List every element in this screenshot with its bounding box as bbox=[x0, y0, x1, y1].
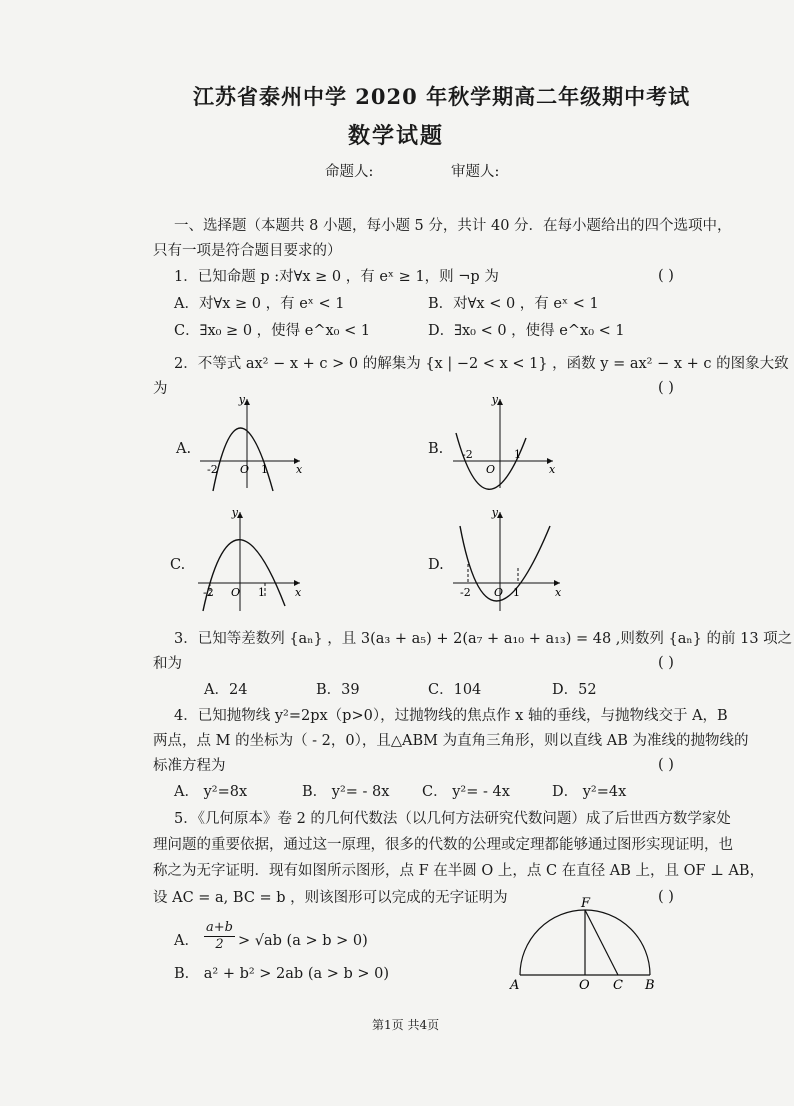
q5-stem-line4: 设 AC = a, BC = b ，则该图形可以完成的无字证明为 bbox=[153, 890, 508, 906]
q1-option-a: A．对∀x ≥ 0 ，有 eˣ < 1 bbox=[174, 296, 345, 312]
q3-stem-line2: 和为 bbox=[153, 656, 182, 672]
graph-c-one: 1 bbox=[258, 586, 265, 599]
q2-graph-d bbox=[450, 506, 570, 616]
q1-option-c: C．∃x₀ ≥ 0 ，使得 e^x₀ < 1 bbox=[174, 323, 371, 339]
q1-option-d: D．∃x₀ < 0 ，使得 e^x₀ < 1 bbox=[428, 323, 625, 339]
q5-option-a-label: A． bbox=[174, 933, 199, 949]
graph-d-x-label: x bbox=[555, 586, 562, 599]
q5-option-b: B． a² + b² > 2ab (a > b > 0) bbox=[174, 966, 390, 982]
graph-a-origin: O bbox=[240, 463, 250, 476]
graph-a-y-label: y bbox=[238, 393, 245, 406]
q2-stem-line2: 为 bbox=[153, 381, 168, 397]
q4-option-b: B． y²= - 8x bbox=[302, 784, 390, 800]
q1-answer-paren: ( ) bbox=[658, 268, 674, 284]
q5-stem-line2: 理问题的重要依据，通过这一原理，很多的代数的公理或定理都能够通过图形实现证明，也 bbox=[153, 837, 733, 853]
graph-d-one: 1 bbox=[513, 586, 520, 599]
graph-a-one: 1 bbox=[261, 463, 268, 476]
q3-option-c: C．104 bbox=[428, 682, 482, 698]
point-b-label: B bbox=[645, 978, 655, 993]
graph-c-origin: O bbox=[231, 586, 241, 599]
graph-c-x-label: x bbox=[295, 586, 302, 599]
q1-stem: 1．已知命题 p :对∀x ≥ 0 ，有 eˣ ≥ 1，则 ¬p 为 bbox=[174, 269, 499, 285]
q2-label-c: C. bbox=[170, 557, 186, 573]
q5-option-a-rest: > √ab (a > b > 0) bbox=[238, 933, 368, 949]
graph-a-x-label: x bbox=[296, 463, 303, 476]
q2-label-d: D. bbox=[428, 557, 444, 573]
q2-answer-paren: ( ) bbox=[658, 380, 674, 396]
graph-b-x-label: x bbox=[549, 463, 556, 476]
exam-title: 江苏省泰州中学 2020 年秋学期高二年级期中考试 bbox=[193, 84, 691, 109]
graph-c-neg2: -2 bbox=[203, 586, 214, 599]
q3-option-b: B．39 bbox=[316, 682, 360, 698]
q4-answer-paren: ( ) bbox=[658, 757, 674, 773]
q2-graph-c bbox=[195, 506, 310, 616]
q5-stem-line3: 称之为无字证明．现有如图所示图形，点 F 在半圆 O 上，点 C 在直径 AB 上，且 OF ⊥ AB， bbox=[153, 863, 765, 879]
q2-stem-line1: 2．不等式 ax² − x + c > 0 的解集为 {x | −2 < x < 1} ，函数 y = ax² − x + c 的图象大致 bbox=[174, 356, 789, 372]
exam-subtitle: 数学试题 bbox=[348, 123, 445, 149]
graph-b-one: 1 bbox=[514, 448, 521, 461]
point-o-label: O bbox=[579, 978, 590, 993]
graph-c-y-label: y bbox=[231, 506, 238, 519]
point-a-label: A bbox=[510, 978, 520, 993]
reviewer-label: 审题人: bbox=[451, 164, 500, 180]
point-f-label: F bbox=[581, 896, 591, 911]
graph-b-origin: O bbox=[486, 463, 496, 476]
graph-d-origin: O bbox=[494, 586, 504, 599]
q5-semicircle-figure bbox=[505, 893, 665, 993]
q4-stem-line3: 标准方程为 bbox=[153, 758, 226, 774]
q2-label-a: A. bbox=[176, 441, 192, 457]
q2-label-b: B. bbox=[428, 441, 444, 457]
page-number: 第1页 共4页 bbox=[372, 1018, 440, 1032]
fraction-denominator: 2 bbox=[215, 937, 224, 952]
q3-stem-line1: 3．已知等差数列 {aₙ} ，且 3(a₃ + a₅) + 2(a₇ + a₁₀ + a₁₃) = 48 ,则数列 {aₙ} 的前 13 项之 bbox=[174, 631, 793, 647]
q4-option-c: C． y²= - 4x bbox=[422, 784, 510, 800]
q5-stem-line1: 5．《几何原本》卷 2 的几何代数法（以几何方法研究代数问题）成了后世西方数学家处 bbox=[174, 811, 731, 827]
point-c-label: C bbox=[613, 978, 623, 993]
q4-option-a: A． y²=8x bbox=[174, 784, 248, 800]
author-label: 命题人: bbox=[325, 164, 374, 180]
graph-d-y-label: y bbox=[491, 506, 498, 519]
q1-option-b: B．对∀x < 0 ，有 eˣ < 1 bbox=[428, 296, 599, 312]
section-heading-line2: 只有一项是符合题目要求的） bbox=[153, 243, 342, 259]
q4-stem-line1: 4．已知抛物线 y²=2px（p>0），过抛物线的焦点作 x 轴的垂线，与抛物线交于 A，B bbox=[174, 708, 728, 724]
section-heading-line1: 一、选择题（本题共 8 小题，每小题 5 分，共计 40 分．在每小题给出的四个选项中， bbox=[174, 218, 732, 234]
q3-answer-paren: ( ) bbox=[658, 655, 674, 671]
q3-option-d: D．52 bbox=[552, 682, 597, 698]
graph-b-neg2: -2 bbox=[462, 448, 473, 461]
q4-stem-line2: 两点，点 M 的坐标为（ - 2，0），且△ABM 为直角三角形，则以直线 AB 为准线的抛物线的 bbox=[153, 733, 749, 749]
q4-option-d: D． y²=4x bbox=[552, 784, 627, 800]
q5-option-a-fraction bbox=[204, 920, 235, 953]
graph-b-y-label: y bbox=[491, 393, 498, 406]
q2-graph-a bbox=[195, 393, 310, 493]
q2-graph-b bbox=[448, 393, 563, 493]
q5-answer-paren: ( ) bbox=[658, 889, 674, 905]
fraction-numerator: a+b bbox=[206, 920, 233, 935]
graph-a-neg2: -2 bbox=[207, 463, 218, 476]
graph-d-neg2: -2 bbox=[460, 586, 471, 599]
q3-option-a: A．24 bbox=[204, 682, 248, 698]
